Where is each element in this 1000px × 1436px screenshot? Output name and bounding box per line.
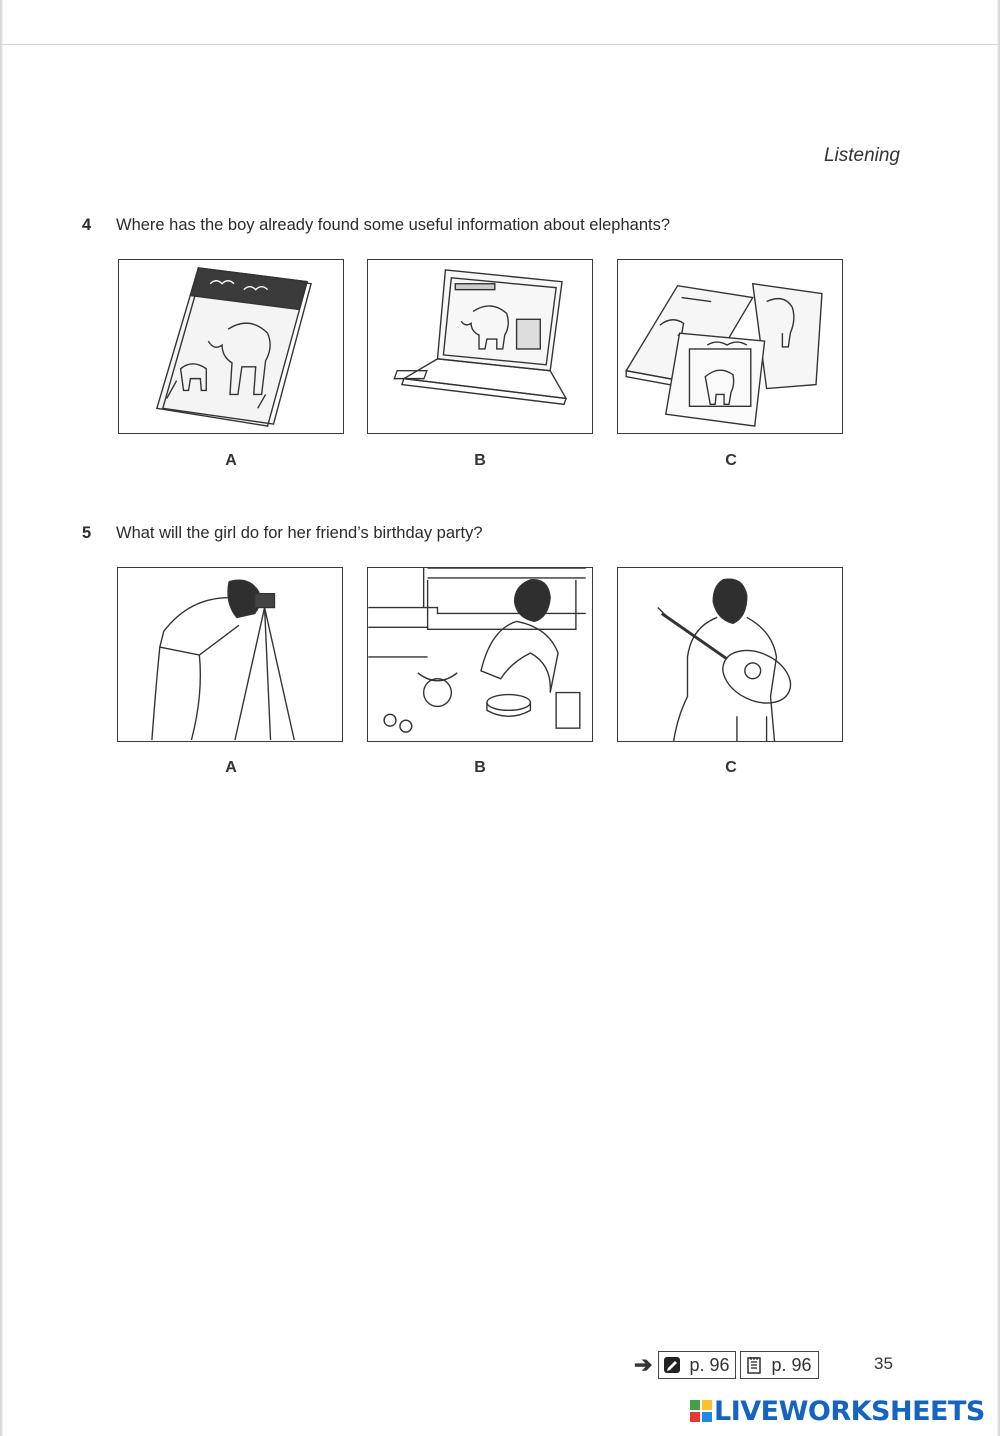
laptop-with-elephant-webpage-icon	[368, 260, 592, 433]
workbook-icon	[663, 1356, 681, 1374]
page-number: 35	[874, 1354, 893, 1373]
option-4c-picture[interactable]	[617, 259, 843, 434]
notes-page: p. 96	[771, 1354, 812, 1375]
option-label-5c: C	[725, 759, 737, 776]
magazine-with-elephants-icon	[119, 260, 343, 433]
section-label: Listening	[823, 145, 900, 166]
question-4	[82, 216, 670, 235]
option-4b-picture[interactable]	[367, 259, 593, 434]
liveworksheets-logo	[690, 1395, 985, 1427]
girl-playing-guitar-icon	[618, 568, 842, 741]
question-number: 5	[82, 524, 92, 542]
cross-reference	[634, 1350, 819, 1380]
option-label-5b: B	[474, 759, 486, 776]
option-label-5a: A	[225, 759, 237, 776]
option-5b-picture[interactable]	[367, 567, 593, 742]
option-5a-picture[interactable]	[117, 567, 343, 742]
workbook-reference	[658, 1351, 736, 1379]
notes-icon	[745, 1356, 763, 1374]
stack-of-elephant-books-icon	[618, 260, 842, 433]
girl-baking-cake-icon	[368, 568, 592, 741]
option-label-4c: C	[725, 452, 737, 469]
liveworksheets-wordmark: LIVEWORKSHEETS	[714, 1395, 985, 1427]
question-5	[82, 524, 483, 543]
question-text: Where has the boy already found some useful information about elephants?	[116, 216, 671, 234]
option-4a-picture[interactable]	[118, 259, 344, 434]
option-5c-picture[interactable]	[617, 567, 843, 742]
liveworksheets-icon	[690, 1400, 712, 1422]
question-number: 4	[82, 216, 92, 234]
arrow-right-icon: ➔	[634, 1352, 653, 1377]
option-label-4a: A	[225, 452, 237, 469]
workbook-page: p. 96	[689, 1354, 730, 1375]
notes-reference	[740, 1351, 818, 1379]
girl-taking-photo-with-tripod-icon	[118, 568, 342, 741]
option-label-4b: B	[474, 452, 486, 469]
question-text: What will the girl do for her friend’s birthday party?	[116, 524, 483, 542]
